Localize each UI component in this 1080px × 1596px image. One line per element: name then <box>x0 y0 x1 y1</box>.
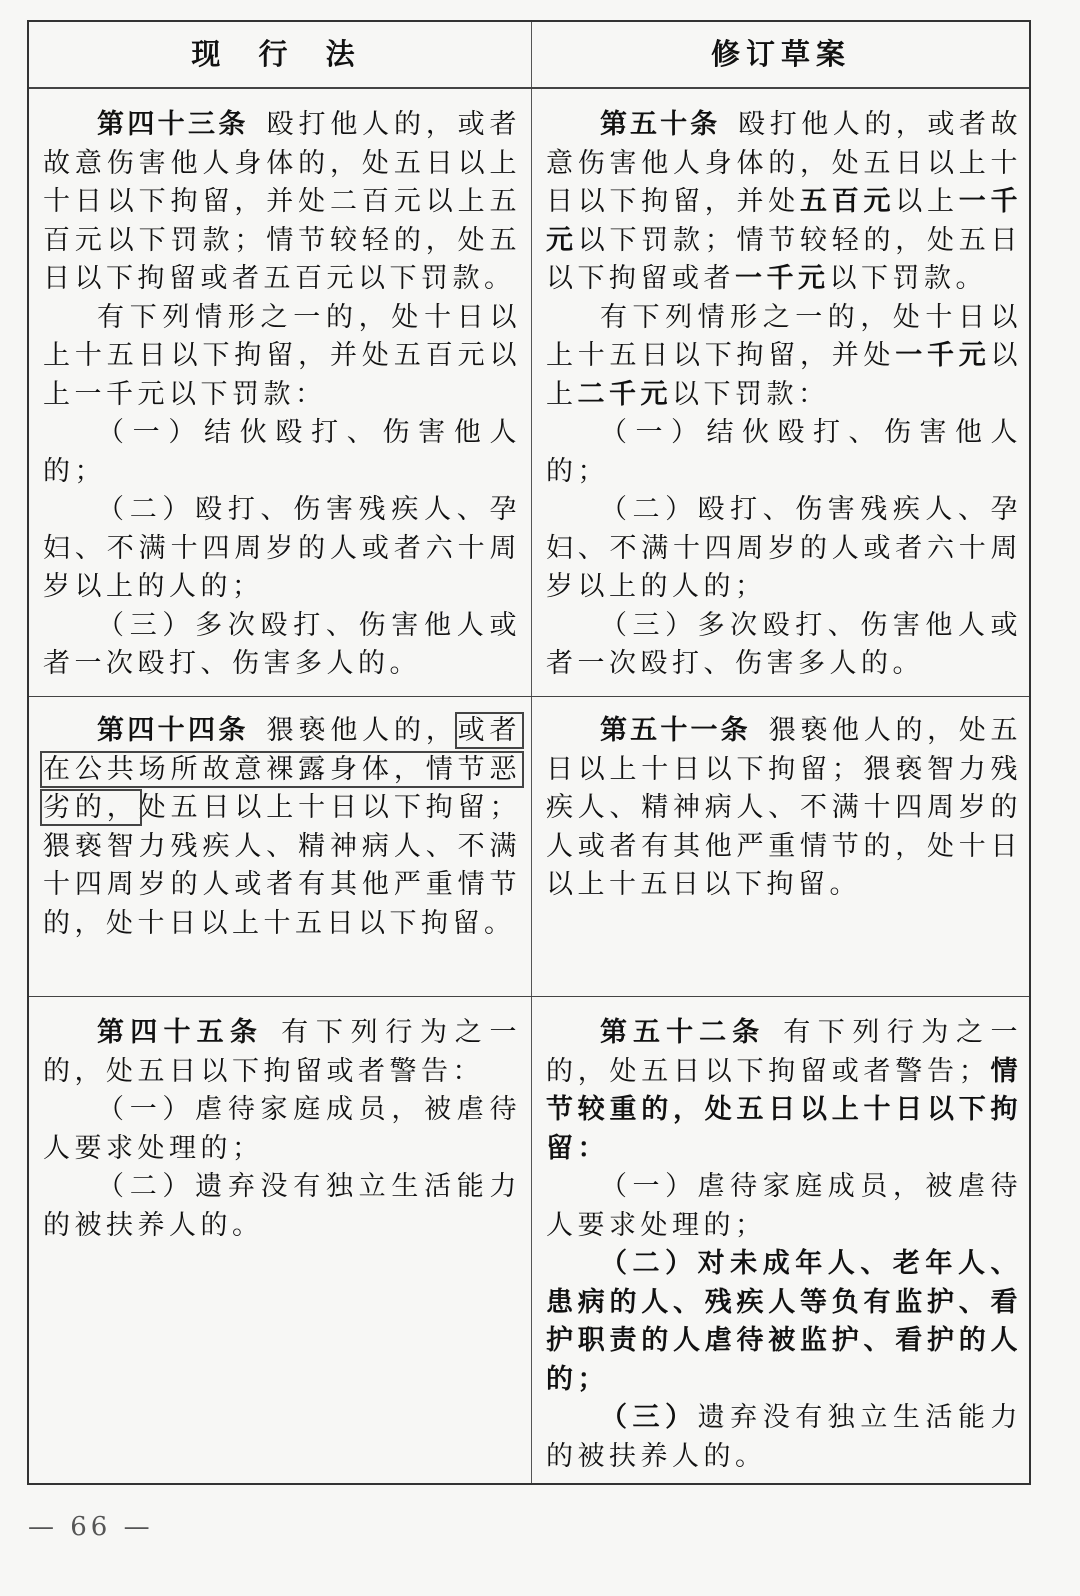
text: 有下列情形之一的，处十日以上十五日以下拘留，并处 <box>546 301 1022 371</box>
text: 以下罚款。 <box>829 263 987 294</box>
header-revised-draft: 修订草案 <box>710 37 851 71</box>
paragraph <box>43 712 521 943</box>
text: 以上 <box>546 340 1022 410</box>
amended-text: （三） <box>600 1402 698 1433</box>
list-item: （二）遗弃没有独立生活能力的被扶养人的。 <box>43 1171 521 1241</box>
amended-text: 一千元 <box>546 186 1022 256</box>
text: 遗弃没有独立生活能力的被扶养人的。 <box>546 1402 1022 1472</box>
row-divider <box>29 996 1029 997</box>
cell-revised-art50 <box>546 106 1022 684</box>
cell-current-art43 <box>43 106 521 684</box>
paragraph <box>546 1014 1022 1168</box>
text: 以下罚款： <box>672 378 830 410</box>
text: 有下列行为之一的，处五日以下拘留或者警告； <box>546 1017 1023 1087</box>
list-item: （三）多次殴打、伤害他人或者一次殴打、伤害多人的。 <box>43 609 521 679</box>
paragraph <box>43 1014 521 1091</box>
list-item: （一）结伙殴打、伤害他人的； <box>43 417 521 487</box>
paragraph-text: 猥亵他人的，处五日以上十日以下拘留；猥亵智力残疾人、精神病人、不满十四周岁的人或者有其他严重情节的，处十日以上十五日以下拘留。 <box>546 715 1023 900</box>
article-number: 第五十一条 <box>600 715 751 746</box>
list-item: （一）结伙殴打、伤害他人的； <box>546 417 1022 487</box>
article-number: 第四十三条 <box>97 109 249 140</box>
text: 殴打他人的，或者故意伤害他人身体的，处五日以上十日以下拘留，并处 <box>546 109 1023 217</box>
comparison-table <box>27 20 1031 1485</box>
paragraph <box>43 106 521 299</box>
cell-revised-art51 <box>546 712 1022 905</box>
header-rule <box>29 87 1029 89</box>
list-item <box>546 1399 1022 1476</box>
text: 处五日以上十日以下拘留；猥亵智力残疾人、精神病人、不满十四周岁的人或者有其他严重情节的，处十日以上十五日以下拘留。 <box>43 792 522 939</box>
text: 猥亵他人的， <box>266 715 458 746</box>
amended-text: 一千元 <box>735 263 830 294</box>
paragraph <box>546 106 1022 299</box>
list-item: （一）虐待家庭成员，被虐待人要求处理的； <box>43 1094 521 1164</box>
list-item: （一）虐待家庭成员，被虐待人要求处理的； <box>546 1171 1022 1241</box>
list-item: （二）殴打、伤害残疾人、孕妇、不满十四周岁的人或者六十周岁以上的人的； <box>546 494 1022 602</box>
text: 以上 <box>895 186 959 217</box>
paragraph <box>546 299 1022 415</box>
page-number: — 66 — <box>28 1512 154 1542</box>
article-number: 第四十五条 <box>97 1017 264 1048</box>
article-number: 第五十二条 <box>600 1017 766 1048</box>
header-current-law: 现 行 法 <box>191 37 369 71</box>
paragraph-text: 殴打他人的，或者故意伤害他人身体的，处五日以上十日以下拘留，并处二百元以上五百元以下罚款；情节较轻的，处五日以下拘留或者五百元以下罚款。 <box>43 109 522 294</box>
amended-text: 一千元 <box>895 340 991 371</box>
article-number: 第四十四条 <box>97 715 249 746</box>
list-item: （三）多次殴打、伤害他人或者一次殴打、伤害多人的。 <box>546 609 1022 679</box>
list-item: （二）殴打、伤害残疾人、孕妇、不满十四周岁的人或者六十周岁以上的人的； <box>43 494 521 602</box>
paragraph: 有下列情形之一的，处十日以上十五日以下拘留，并处五百元以上一千元以下罚款： <box>43 301 521 410</box>
column-divider <box>531 22 532 1483</box>
cell-current-art45 <box>43 1014 521 1245</box>
paragraph-text: 有下列行为之一的，处五日以下拘留或者警告： <box>43 1017 522 1087</box>
text: 以下罚款；情节较轻的，处五日以下拘留或者 <box>546 224 1022 294</box>
cell-current-art44 <box>43 712 521 943</box>
amended-text: 二千元 <box>577 378 672 410</box>
cell-revised-art52 <box>546 1014 1022 1476</box>
paragraph <box>546 712 1022 905</box>
deleted-text-box: 或者在公共场所故意裸露身体，情节恶劣的， <box>43 715 522 823</box>
article-number: 第五十条 <box>600 109 721 140</box>
list-item-amended: （二）对未成年人、老年人、患病的人、残疾人等负有监护、看护职责的人虐待被监护、看护的人的； <box>546 1248 1022 1395</box>
amended-text: 情节较重的，处五日以上十日以下拘留： <box>546 1055 1022 1164</box>
row-divider <box>29 696 1029 697</box>
amended-text: 五百元 <box>800 186 896 217</box>
